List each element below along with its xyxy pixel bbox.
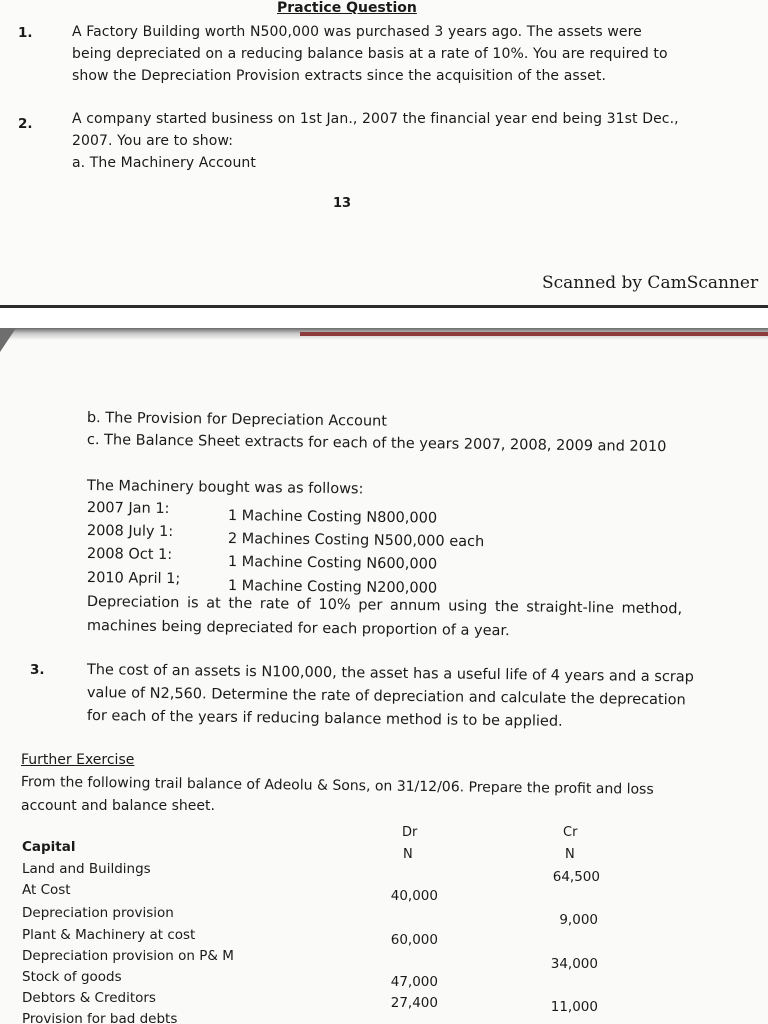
table-row-cr: 11,000 [550,999,598,1015]
purchase-date: 2008 July 1: [86,523,174,541]
dr-currency: N [403,847,413,862]
table-row-label: Provision for bad debts [22,1011,178,1024]
purchase-desc: 2 Machines Costing N500,000 each [227,531,485,551]
question-3-line: value of N2,560. Determine the rate of depreciation and calculate the deprecation [86,685,686,709]
page-corner [0,328,16,352]
further-exercise-line: account and balance sheet. [21,798,215,814]
question-2-line: a. The Machinery Account [72,155,256,171]
question-1-line: show the Depreciation Provision extracts since the acquisition of the asset. [72,68,607,84]
question-3-line: for each of the years if reducing balance method is to be applied. [86,708,563,730]
page-edge-strip [300,332,768,336]
page-number: 13 [333,196,352,211]
table-row-cr: 64,500 [552,869,600,885]
table-row-dr: 40,000 [390,888,438,904]
table-row-label: Land and Buildings [22,861,151,877]
depreciation-line: Depreciation is at the rate of 10% per annum using the straight-line method, [86,594,683,618]
question-3-line: The cost of an assets is N100,000, the asset has a useful life of 4 years and a scrap [86,662,695,686]
purchase-date: 2007 Jan 1: [86,500,170,518]
question-2-number: 2. [18,116,33,132]
table-row-cr: 9,000 [559,912,598,928]
item-c: c. The Balance Sheet extracts for each of the years 2007, 2008, 2009 and 2010 [86,432,667,456]
purchase-desc: 1 Machine Costing N200,000 [227,578,438,597]
table-row-label: Plant & Machinery at cost [22,927,196,943]
table-row-label: Depreciation provision [22,905,174,921]
scanner-watermark: Scanned by CamScanner [542,273,759,293]
table-row-label: Depreciation provision on P& M [22,948,234,964]
purchase-date: 2008 Oct 1: [86,546,173,564]
purchase-date: 2010 April 1; [86,570,181,588]
machinery-heading: The Machinery bought was as follows: [86,478,364,498]
purchase-desc: 1 Machine Costing N800,000 [227,508,438,527]
table-row-label: Debtors & Creditors [22,990,156,1006]
table-row-dr: 47,000 [390,974,438,990]
purchase-desc: 1 Machine Costing N600,000 [227,554,438,573]
table-row-cr: 34,000 [550,956,598,972]
question-1-line: being depreciated on a reducing balance basis at a rate of 10%. You are required to [72,46,668,62]
upper-page [0,0,768,312]
table-row-dr: 60,000 [390,932,438,948]
page-gap [0,308,768,328]
further-exercise-line: From the following trail balance of Adeolu & Sons, on 31/12/06. Prepare the profit and loss [20,774,654,798]
question-3-number: 3. [30,662,45,678]
question-2-line: 2007. You are to show: [72,133,234,149]
cr-currency: N [565,847,575,862]
page-heading: Practice Question [277,0,417,16]
table-row-dr: 27,400 [390,995,438,1011]
cr-header: Cr [563,825,578,840]
question-2-line: A company started business on 1st Jan., 2007 the financial year end being 31st Dec., [72,111,679,127]
table-row-label: Capital [22,839,76,855]
question-1-number: 1. [18,25,33,41]
depreciation-line: machines being depreciated for each proportion of a year. [86,618,510,640]
question-1-text [72,21,668,87]
item-b: b. The Provision for Depreciation Account [86,410,388,430]
table-row-label: At Cost [22,882,71,898]
question-2-text [72,108,679,174]
question-1-line: A Factory Building worth N500,000 was purchased 3 years ago. The assets were [72,24,642,40]
further-exercise-heading: Further Exercise [21,752,135,768]
dr-header: Dr [402,825,418,840]
lower-page [0,328,768,1024]
table-row-label: Stock of goods [22,969,122,985]
